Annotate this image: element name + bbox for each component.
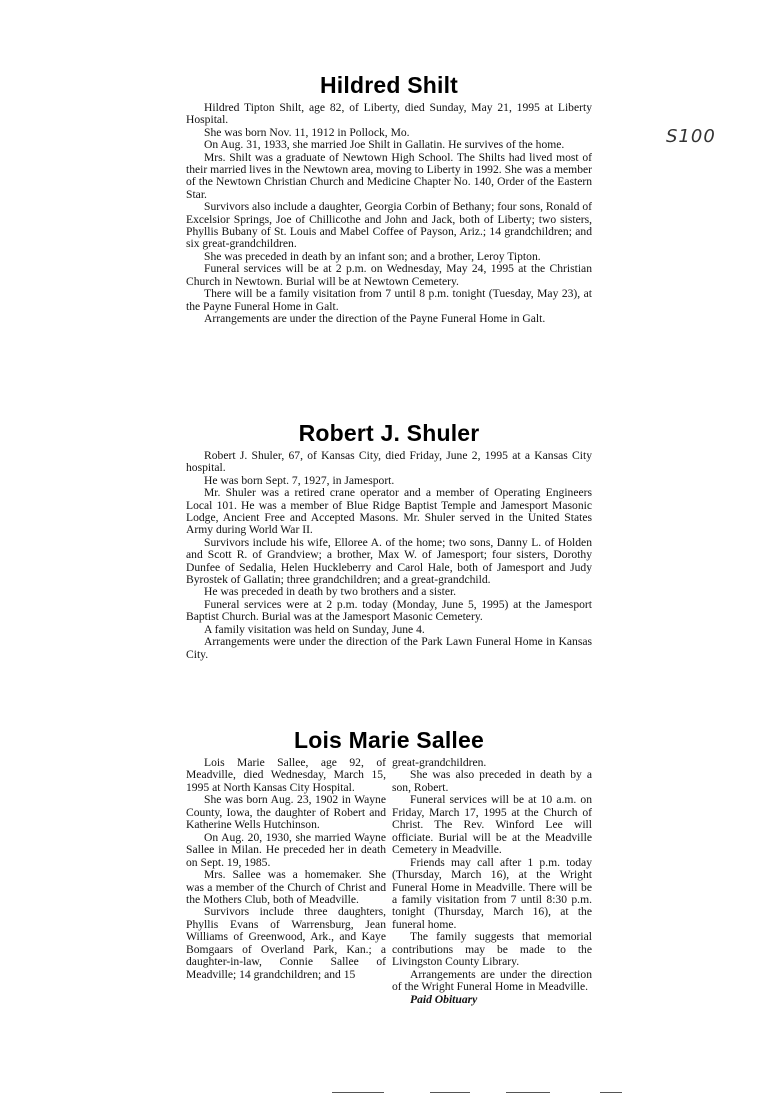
obituary-paragraph: Hildred Tipton Shilt, age 82, of Liberty, died Sunday, May 21, 1995 at Liberty Hospital. bbox=[186, 101, 592, 127]
obituary-paragraph: On Aug. 20, 1930, she married Wayne Sallee in Milan. He preceded her in death on Sept. 19, 1985. bbox=[186, 830, 386, 869]
obituary-paragraph: Arrangements are under the direction of the Payne Funeral Home in Galt. bbox=[204, 311, 546, 325]
obituary-paragraph: Mrs. Sallee was a homemaker. She was a member of the Church of Christ and the Mothers Club, both of Meadville. bbox=[186, 868, 386, 906]
obituary-columns bbox=[186, 757, 592, 1006]
obituary-paragraph: Robert J. Shuler, 67, of Kansas City, died Friday, June 2, 1995 at a Kansas City hospital. bbox=[186, 449, 592, 475]
divider-rule bbox=[600, 1092, 622, 1093]
obituary-paragraph: Survivors include his wife, Elloree A. of the home; two sons, Danny L. of Holden and Scott R. of Grandview; a brother, Max W. of Jamesport; four sisters, Dorothy Dunfee of Sedalia, Helen Huckleberry and Carol Hale, both of Jamesport and Judy Byrostek of Gallatin; three grandchildren; and a great-grandchild. bbox=[186, 535, 592, 587]
obituary-paragraph: He was born Sept. 7, 1927, in Jamesport. bbox=[204, 473, 395, 487]
obituary-paragraph: Lois Marie Sallee, age 92, of Meadville, died Wednesday, March 15, 1995 at North Kansas City Hospital. bbox=[186, 756, 386, 794]
obituary-paragraph: Funeral services will be at 2 p.m. on Wednesday, May 24, 1995 at the Christian Church in Newtown. Burial will be at Newtown Cemetery. bbox=[186, 262, 592, 288]
obituary-paragraph: A family visitation was held on Sunday, June 4. bbox=[204, 622, 425, 636]
obituary-paragraph: The family suggests that memorial contributions may be made to the Livingston County Library. bbox=[392, 930, 592, 969]
obituary-heading: Robert J. Shuler bbox=[298, 420, 480, 446]
divider-rule bbox=[332, 1092, 384, 1093]
obituary-hildred-shilt bbox=[186, 72, 592, 325]
obituary-paragraph: He was preceded in death by two brothers and a sister. bbox=[204, 585, 457, 599]
divider-rule bbox=[506, 1092, 550, 1093]
obituary-paragraph: Mrs. Shilt was a graduate of Newtown High School. The Shilts had lived most of their married lives in the Newtown area, moving to Liberty in 1992. She was a member of the Newtown Christian Church and Medicine Chapter No. 140, Order of the Eastern Star. bbox=[186, 150, 592, 201]
obituary-right-column bbox=[392, 757, 592, 1006]
obituary-paragraph: On Aug. 31, 1933, she married Joe Shilt in Gallatin. He survives of the home. bbox=[204, 138, 565, 152]
obituary-paragraph: She was preceded in death by an infant son; and a brother, Leroy Tipton. bbox=[204, 249, 541, 263]
obituary-paragraph: She was born Aug. 23, 1902 in Wayne County, Iowa, the daughter of Robert and Katherine Wells Hutchinson. bbox=[186, 793, 386, 832]
handwritten-note: S100 bbox=[666, 126, 716, 147]
obituary-paragraph: There will be a family visitation from 7 until 8 p.m. tonight (Tuesday, May 23), at the Payne Funeral Home in Galt. bbox=[186, 287, 592, 313]
obituary-left-column bbox=[186, 757, 386, 1006]
obituary-paragraph: Survivors include three daughters, Phyllis Evans of Warrensburg, Jean Williams of Greenwood, Ark., and Kaye Bomgaars of Overland Park, Kan.; a daughter-in-law, Connie Sallee of Meadville; 14 grandchildren; and 15 bbox=[186, 905, 386, 981]
obituary-paragraph: Arrangements were under the direction of the Park Lawn Funeral Home in Kansas City. bbox=[186, 635, 592, 661]
obituary-paragraph: Mr. Shuler was a retired crane operator and a member of Operating Engineers Local 101. He was a member of Blue Ridge Baptist Temple and Jamesport Masonic Lodge, Ancient Free and Accepted Masons. Mr. Shuler served in the United States Army during World War II. bbox=[186, 486, 592, 537]
obituary-paragraph: She was also preceded in death by a son, Robert. bbox=[392, 768, 592, 794]
obituary-robert-shuler bbox=[186, 420, 592, 661]
obituary-paragraph: She was born Nov. 11, 1912 in Pollock, Mo. bbox=[204, 125, 410, 139]
paid-obituary-label: Paid Obituary bbox=[410, 992, 478, 1006]
obituary-paragraph: Arrangements are under the direction of the Wright Funeral Home in Meadville. bbox=[392, 967, 592, 994]
obituary-lois-sallee bbox=[186, 727, 592, 1006]
obituary-heading: Hildred Shilt bbox=[319, 72, 459, 98]
obituary-paragraph: Friends may call after 1 p.m. today (Thursday, March 16), at the Wright Funeral Home in Meadville. There will be a family visitation from 7 until 8:30 p.m. tonight (Thursday, March 16), at the funeral home. bbox=[392, 855, 592, 931]
obituary-paragraph: great-grandchildren. bbox=[392, 756, 487, 769]
divider-rule bbox=[430, 1092, 470, 1093]
obituary-paragraph: Funeral services will be at 10 a.m. on Friday, March 17, 1995 at the Church of Christ. The Rev. Winford Lee will officiate. Burial will be at the Meadville Cemetery in Meadville. bbox=[392, 793, 592, 857]
obituary-paragraph: Survivors also include a daughter, Georgia Corbin of Bethany; four sons, Ronald of Excelsior Springs, Joe of Chillicothe and John and Jack, both of Liberty; two sisters, Phyllis Bubany of St. Louis and Mabel Coffee of Payson, Ariz.; 14 grandchildren; and six great-grandchildren. bbox=[186, 200, 592, 251]
obituary-paragraph: Funeral services were at 2 p.m. today (Monday, June 5, 1995) at the Jamesport Baptist Church. Burial was at the Jamesport Masonic Cemetery. bbox=[186, 597, 592, 624]
obituary-heading: Lois Marie Sallee bbox=[293, 727, 485, 753]
